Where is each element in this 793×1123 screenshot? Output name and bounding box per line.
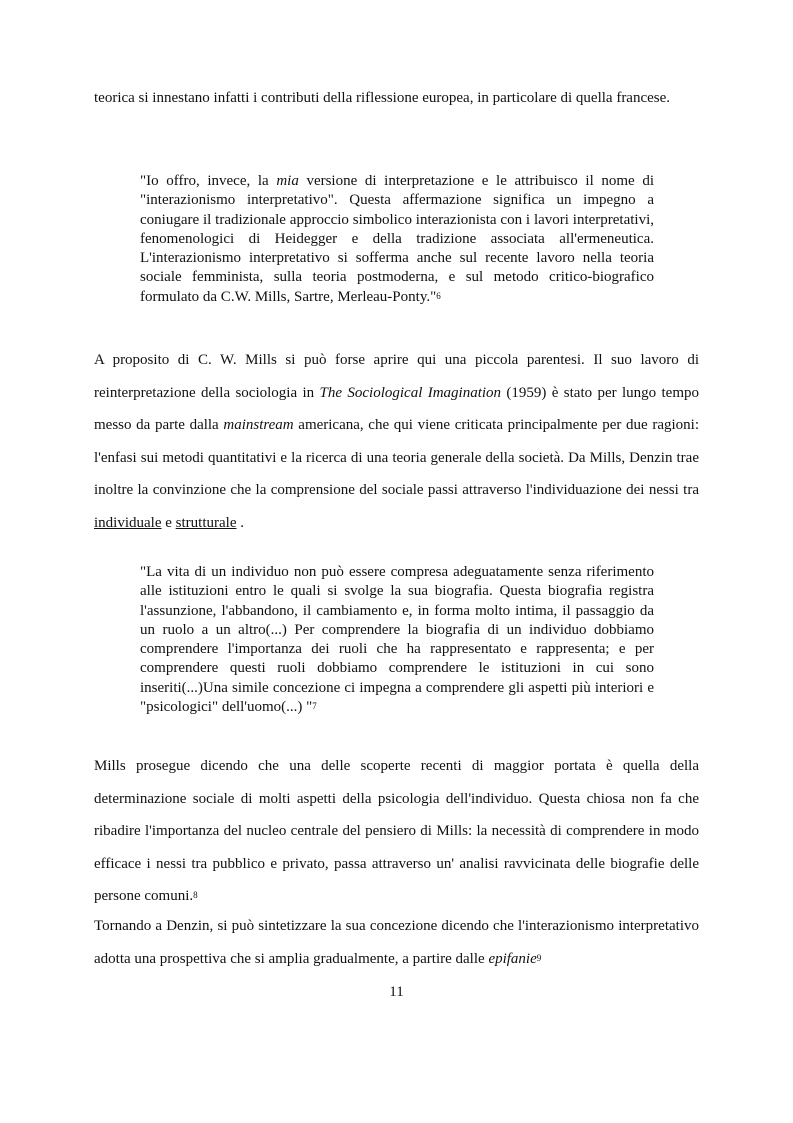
paragraph-1	[94, 82, 699, 115]
quote-1-emphasis: mia	[276, 173, 299, 189]
paragraph-2-text-a: A proposito di C. W. Mills si può forse aprire qui una piccola parentesi. Il suo lavoro di reinterpretazione della sociologia in	[94, 352, 699, 401]
mainstream-emphasis: mainstream	[223, 417, 294, 434]
paragraph-3-text: Mills prosegue dicendo che una delle scoperte recenti di maggior portata è quella della determinazione sociale di molti aspetti della psicologia dell'individuo. Questa chiosa non fa che ribadire l'importanza del nucleo centrale del pensiero di Mills: la necessità di comprendere in modo efficace i nessi tra pubblico e privato, passa attraverso un' analisi ravvicinata delle biografie delle persone comuni.	[94, 758, 699, 905]
footnote-ref-8: 8	[193, 890, 198, 901]
paragraph-4-text: Tornando a Denzin, si può sintetizzare la sua concezione dicendo che l'interazionismo interpretativo adotta una prospettiva che si amplia gradualmente, a partire dalle	[94, 918, 699, 967]
footnote-ref-7: 7	[312, 701, 317, 712]
paragraph-2-text-d: e	[161, 514, 176, 531]
epifanie-emphasis: epifanie	[488, 950, 537, 967]
footnote-ref-9: 9	[536, 952, 542, 963]
quote-1	[140, 172, 654, 307]
book-title: The Sociological Imagination	[319, 384, 502, 401]
quote-1-text-b: versione di interpretazione e le attribuisco il nome di "interazionismo interpretativo". Questa affermazione significa un impegno a coniugare il tradizionale approccio simbolico interazionista con i lavori interpretativi, fenomenologici di Heidegger e della tradizione associata all'ermeneutica. L'interazionismo interpretativo si sofferma anche sul recente lavoro nella teoria sociale femminista, sulla teoria postmoderna, e sul metodo critico-biografico formulato da C.W. Mills, Sartre, Merleau-Ponty."	[140, 173, 654, 305]
quote-2	[140, 563, 654, 717]
quote-2-text: "La vita di un individuo non può essere compresa adeguatamente senza riferimento alle istituzioni entro le quali si svolge la sua biografia. Questa biografia registra l'assunzione, l'abbandono, il cambiamento e, in forma molto intima, il passaggio da un ruolo a un altro(...) Per comprendere la biografia di un individuo dobbiamo comprendere l'importanza dei ruoli che ha rappresentato e rappresenta; e per comprendere questi ruoli dobbiamo comprendere le istituzioni in cui sono inseriti(...)Una simile concezione ci impegna a comprendere gli aspetti più interiori e "psicologici" dell'uomo(...) "	[140, 564, 654, 716]
underlined-strutturale: strutturale	[175, 514, 237, 531]
quote-1-text-a: "Io offro, invece, la	[140, 173, 277, 189]
paragraph-2-text-e: .	[236, 514, 244, 531]
footnote-ref-6: 6	[436, 290, 441, 301]
page-number: 11	[389, 984, 404, 1000]
paragraph-2	[94, 344, 699, 540]
paragraph-2-text-c: americana, che qui viene criticata principalmente per due ragioni: l'enfasi sui metodi quantitativi e la ricerca di una teoria generale della società. Da Mills, Denzin trae inoltre la convinzione che la comprensione del sociale passi attraverso l'individuazione dei nessi tra	[94, 417, 699, 499]
paragraph-2-text-b: (1959) è stato per lungo tempo messo da parte dalla	[94, 384, 700, 434]
paragraph-4	[94, 910, 699, 975]
paragraph-3	[94, 750, 699, 913]
underlined-individuale: individuale	[94, 514, 162, 531]
paragraph-1-text: teorica si innestano infatti i contributi della riflessione europea, in particolare di quella francese.	[94, 90, 671, 106]
